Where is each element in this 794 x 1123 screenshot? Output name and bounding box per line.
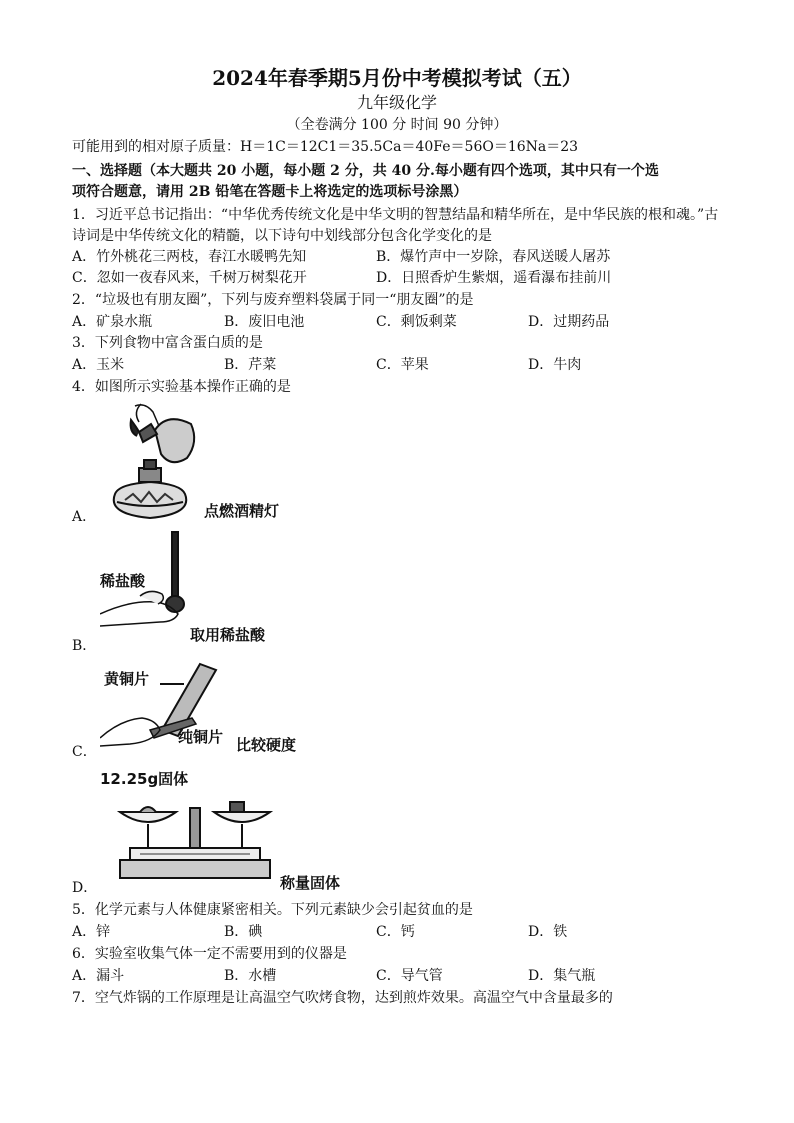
q7-stem: 7．空气炸锅的工作原理是让高温空气吹烤食物，达到煎炸效果。高温空气中含量最多的	[72, 990, 613, 1006]
balance-figure	[110, 788, 280, 888]
q4-option-c-caption: 比较硬度	[236, 736, 297, 754]
q1-option-c: C．忽如一夜春风来，千树万树梨花开	[72, 270, 307, 286]
tilted-lamp-icon	[131, 419, 195, 462]
alcohol-lamp-icon	[114, 460, 187, 518]
q1-stem-line2: 诗词是中华传统文化的精髓，以下诗句中划线部分包含化学变化的是	[72, 228, 492, 244]
q4-option-b-letter: B．	[72, 638, 97, 654]
q1-option-b: B．爆竹声中一岁除，春风送暖人屠苏	[376, 249, 611, 265]
q1-option-d: D．日照香炉生紫烟，遥看瀑布挂前川	[376, 270, 612, 286]
q2-option-a: A．矿泉水瓶	[72, 314, 153, 330]
q3-stem: 3．下列食物中富含蛋白质的是	[72, 335, 263, 351]
q4-option-b-label: 稀盐酸	[100, 572, 146, 590]
q6-option-b: B．水槽	[224, 968, 277, 984]
q3-option-c: C．苹果	[376, 357, 429, 373]
balance-scale-icon	[120, 802, 270, 878]
q5-option-a: A．锌	[72, 924, 111, 940]
q4-option-b-caption: 取用稀盐酸	[190, 626, 266, 644]
q4-option-c-letter: C．	[72, 744, 97, 760]
hand-icon	[135, 404, 159, 426]
q3-option-d: D．牛肉	[528, 357, 582, 373]
q2-option-d: D．过期药品	[528, 314, 610, 330]
hand-icon	[100, 591, 178, 626]
q4-option-d-letter: D．	[72, 880, 98, 896]
q6-option-a: A．漏斗	[72, 968, 125, 984]
section1-line1: 一、选择题（本大题共 20 小题，每小题 2 分，共 40 分.每小题有四个选项，其中只有一个选	[72, 163, 659, 179]
section1-line2: 项符合题意，请用 2B 铅笔在答题卡上将选定的选项标号涂黑）	[72, 184, 468, 200]
exam-subtitle: 九年级化学	[356, 93, 437, 112]
dropper-icon	[166, 532, 184, 612]
dropper-figure	[100, 530, 210, 630]
q3-option-b: B．芹菜	[224, 357, 277, 373]
exam-note: （全卷满分 100 分 时间 90 分钟）	[286, 117, 508, 133]
q2-option-b: B．废旧电池	[224, 314, 305, 330]
q4-option-a-caption: 点燃酒精灯	[204, 502, 280, 520]
atomic-masses: 可能用到的相对原子质量：H＝1C＝12C1＝35.5Ca＝40Fe＝56O＝16Na＝23	[72, 139, 579, 155]
q4-option-d-label: 12.25g固体	[100, 770, 189, 788]
q4-option-d-caption: 称量固体	[280, 874, 341, 892]
q6-option-d: D．集气瓶	[528, 968, 596, 984]
q5-option-d: D．铁	[528, 924, 568, 940]
q5-option-c: C．钙	[376, 924, 415, 940]
q4-option-a-letter: A．	[72, 509, 97, 525]
alcohol-lamp-figure	[95, 402, 205, 524]
q1-stem-line1: 1．习近平总书记指出：“中华优秀传统文化是中华文明的智慧结晶和精华所在，是中华民族的根和魂。”古	[72, 207, 719, 223]
q3-option-a: A．玉米	[72, 357, 125, 373]
q1-option-a: A．竹外桃花三两枝，春江水暖鸭先知	[72, 249, 307, 265]
q5-option-b: B．碘	[224, 924, 263, 940]
q2-stem: 2．“垃圾也有朋友圈”，下列与废弃塑料袋属于同一“朋友圈”的是	[72, 292, 474, 308]
q6-stem: 6．实验室收集气体一定不需要用到的仪器是	[72, 946, 347, 962]
q2-option-c: C．剩饭剩菜	[376, 314, 457, 330]
q6-option-c: C．导气管	[376, 968, 443, 984]
q5-stem: 5．化学元素与人体健康紧密相关。下列元素缺少会引起贫血的是	[72, 902, 473, 918]
q4-stem: 4．如图所示实验基本操作正确的是	[72, 379, 291, 395]
exam-title: 2024年春季期5月份中考模拟考试（五）	[212, 66, 582, 90]
q4-option-c-label1: 黄铜片	[104, 670, 150, 688]
q4-option-c-label2: 纯铜片	[178, 728, 224, 746]
